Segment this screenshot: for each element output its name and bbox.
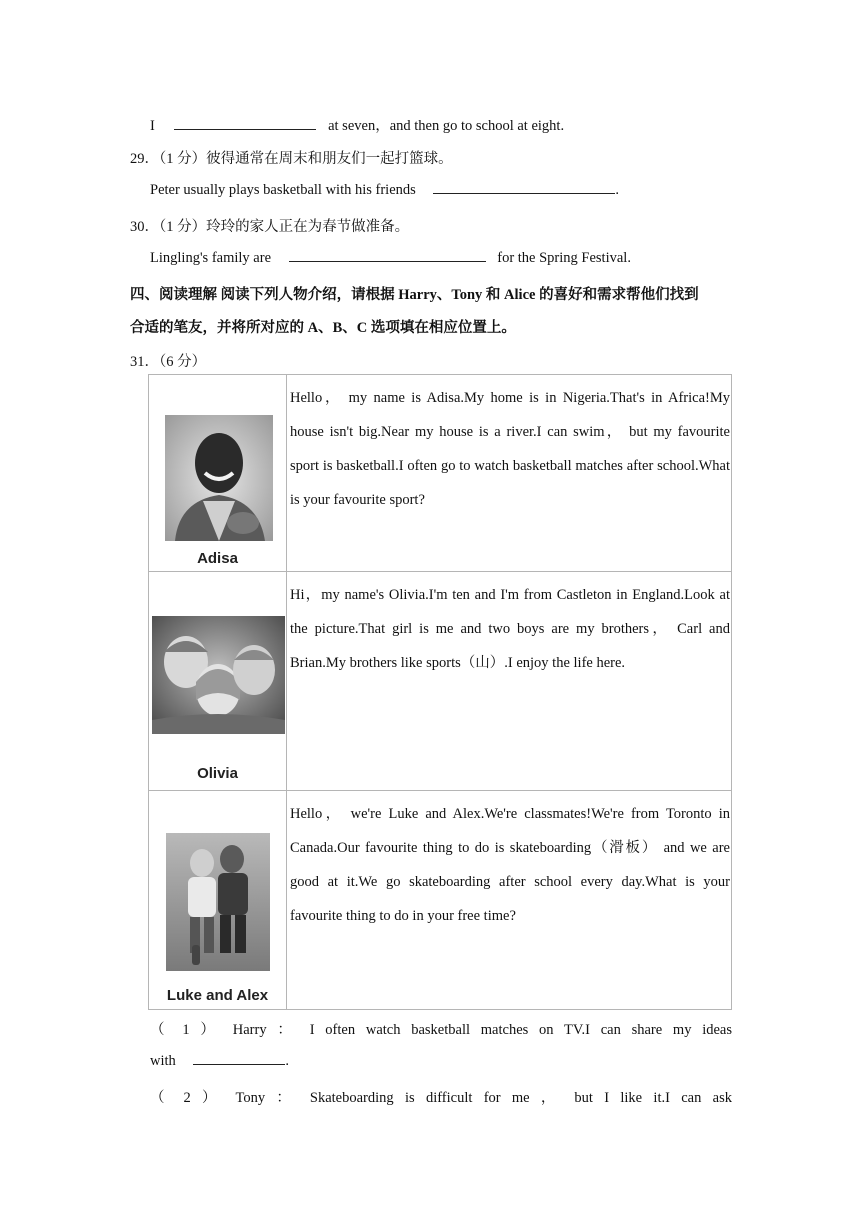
section-heading-line-1: 四、阅读理解 阅读下列人物介绍，请根据 Harry、Tony 和 Alice 的喜好和需求帮他们找到 (130, 287, 699, 303)
question-29-english (150, 181, 619, 199)
photo-luke-and-alex (166, 833, 270, 971)
profile-text: Hi，my name's Olivia.I'm ten and I'm from Castleton in England.Look at the picture.That girl is me and two boys are my brothers， Carl and Brian.My brothers like sports（山）.I enjoy the life here. (290, 587, 730, 671)
answer-blank[interactable] (193, 1052, 285, 1065)
table-row (149, 572, 732, 791)
sub-question-1-prefix: with (150, 1053, 176, 1069)
profile-text: Hello， my name is Adisa.My home is in Nigeria.That's in Africa!My house isn't big.Near my house is a river.I can swim， but my favourite sport is basketball.I often go to watch basketball matches after school.What is your favourite sport? (290, 390, 730, 508)
table-row (149, 791, 732, 1010)
profile-photo-cell (149, 572, 287, 791)
sub-question-1-line-1: （ 1 ） Harry ： I often watch basketball matches on TV.I can share my ideas (150, 1022, 732, 1038)
question-29-english-prefix: Peter usually plays basketball with his friends (150, 182, 416, 198)
sub-question-1-suffix: . (285, 1053, 290, 1069)
line-28-prefix: I (150, 118, 155, 134)
question-30-english-suffix: for the Spring Festival. (497, 250, 631, 266)
answer-blank[interactable] (289, 249, 486, 262)
profile-text-cell (287, 572, 732, 791)
answer-blank[interactable] (174, 117, 316, 130)
profile-photo-cell (149, 791, 287, 1010)
line-28-suffix: at seven，and then go to school at eight. (328, 118, 565, 134)
sub-question-2-line-1: （ 2 ） Tony ： Skateboarding is difficult for me ， but I like it.I can ask (150, 1090, 732, 1106)
profile-caption: Adisa (197, 550, 238, 567)
question-29-english-suffix: . (615, 182, 620, 198)
table-row (149, 375, 732, 572)
line-28 (150, 114, 564, 135)
sub-question-1-line-2 (150, 1052, 289, 1070)
question-31: 31．（6 分） (130, 354, 207, 370)
answer-blank[interactable] (433, 181, 615, 194)
question-30-english-prefix: Lingling's family are (150, 250, 271, 266)
profiles-table (148, 374, 732, 1010)
question-30-english (150, 249, 631, 267)
profile-caption: Olivia (197, 765, 238, 782)
profile-text-cell (287, 791, 732, 1010)
question-29: 29．（1 分）彼得通常在周末和朋友们一起打篮球。 (130, 151, 453, 167)
profile-text-cell (287, 375, 732, 572)
section-heading-line-2: 合适的笔友，并将所对应的 A、B、C 选项填在相应位置上。 (130, 320, 516, 336)
photo-adisa (165, 415, 273, 541)
profile-text: Hello， we're Luke and Alex.We're classmates!We're from Toronto in Canada.Our favourite thing to do is skateboarding（滑板） and we are good at it.We go skateboarding after school every day.What is your favourite thing to do in your free time? (290, 806, 730, 924)
profile-photo-cell (149, 375, 287, 572)
photo-olivia (152, 616, 285, 734)
question-30: 30．（1 分）玲玲的家人正在为春节做准备。 (130, 219, 410, 235)
profile-caption: Luke and Alex (166, 987, 269, 1004)
